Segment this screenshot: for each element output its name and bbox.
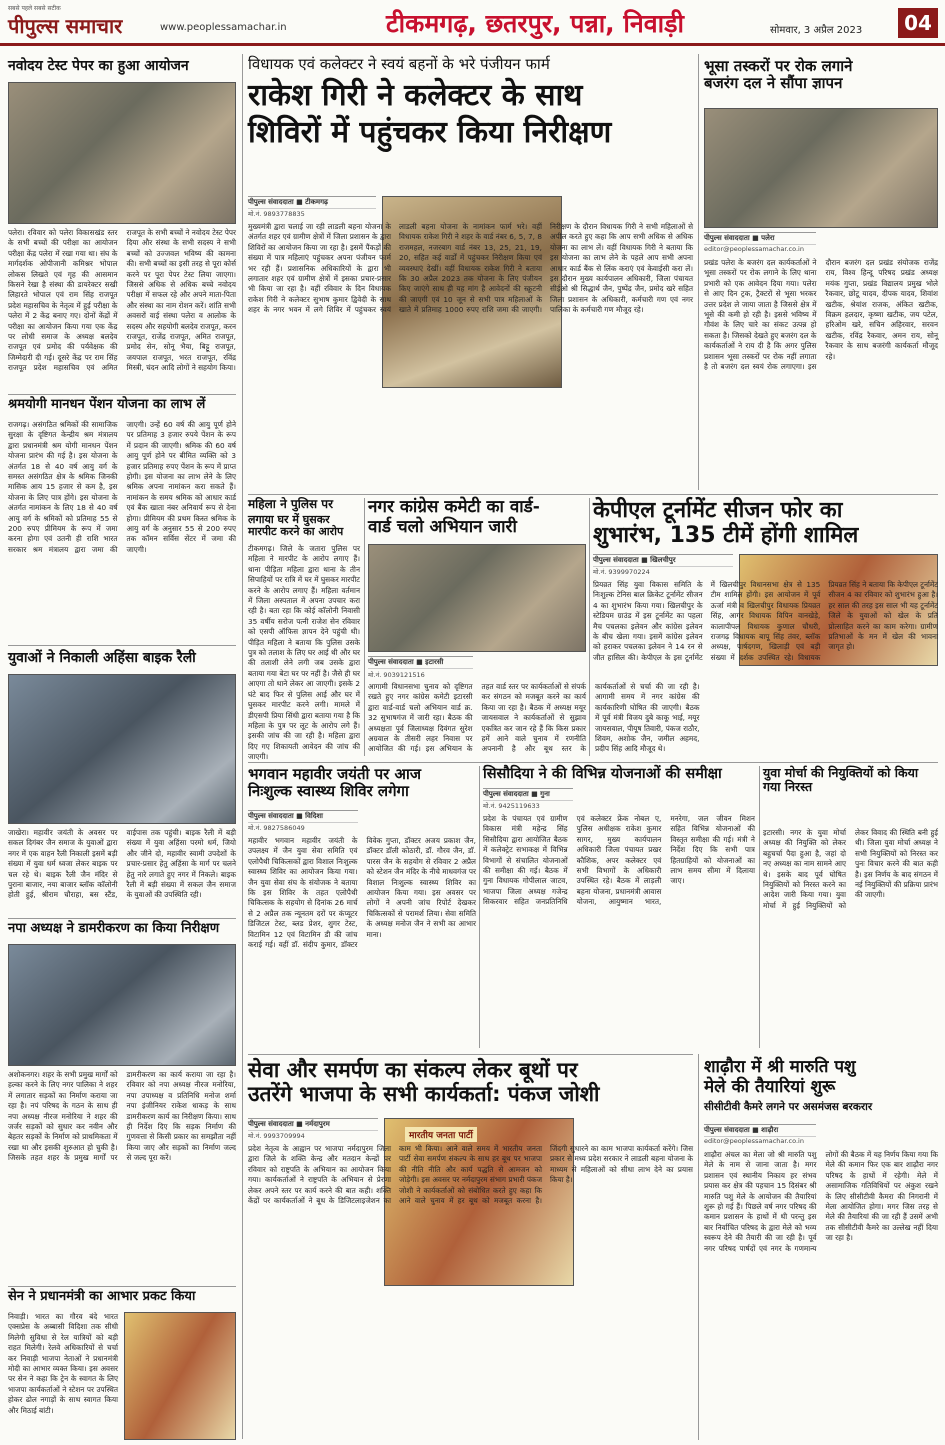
divider — [248, 494, 938, 495]
headline: श्रमयोगी मानधन पेंशन योजना का लाभ लें — [8, 397, 206, 412]
website-url[interactable]: www.peoplessamachar.in — [160, 22, 287, 33]
byline-mobile: मो.नं. 9893778835 — [248, 210, 305, 218]
lead-headline-2: शिविरों में पहुंचकर किया निरीक्षण — [248, 114, 612, 150]
lead-kicker: विधायक एवं कलेक्टर ने स्वयं बहनों के भरे पंजीयन फार्म — [248, 55, 550, 73]
article-road-inspection — [8, 922, 236, 1182]
headline-2: शुभारंभ, 135 टीमें होंगी शामिल — [593, 523, 859, 549]
headline: नवोदय टेस्ट पेपर का हुआ आयोजन — [8, 58, 189, 74]
byline-place: गुना — [540, 790, 550, 798]
photo-felicitation — [124, 1312, 236, 1440]
headline: सेन ने प्रधानमंत्री का आभार प्रकट किया — [8, 1289, 196, 1304]
headline-1: केपीएल टूर्नामेंट सीजन फोर का — [593, 498, 843, 523]
article-body: अशोकनगर। शहर के सभी प्रमुख मार्गों को हल्का करने के लिए नगर पालिका ने शहर में लगातार सड़कों का निर्माण कराया जा रहा है। नपं परिषद के गठन के साथ ही नपा अध्यक्ष नीरज मनोरिया ने शहर की जर्जर सड़कों को सुधार कर नवीन और बेहतर सड़कों के निर्माण को प्राथमिकता में रखा था और इसकी शुरुआत हो चुकी है। जिसके तहत शहर के प्रमुख मार्गों पर डामरीकरण का कार्य कराया जा रहा है। रविवार को नपा अध्यक्ष नीरज मनोरिया, नपा उपाध्यक्ष व प्रतिनिधि मनोज शर्मा नपा इंजीनियर राकेश धाकड़ के साथ डामरीकरण कार्य का निरीक्षण किया। साथ ही निर्देश दिए कि सड़क निर्माण की गुणवत्ता से किसी प्रकार का समझौता नहीं किया जाए और सड़कों का निर्माण जल्द से जल्द पूरा करें। — [8, 1070, 236, 1163]
photo-memorandum — [704, 108, 938, 228]
divider — [248, 1054, 693, 1055]
divider — [8, 394, 236, 395]
headline: युवाओं ने निकाली अहिंसा बाइक रैली — [8, 650, 196, 666]
headline-1: शाढ़ौरा में श्री मारुति पशु — [704, 1057, 856, 1077]
article-bike-rally — [8, 650, 236, 912]
headline: सिसौदिया ने की विभिन्न योजनाओं की समीक्षा — [483, 766, 722, 782]
photo-bike-rally — [8, 674, 236, 824]
divider — [248, 762, 938, 763]
photo-road-work — [8, 944, 236, 1066]
article-body: आगामी विधानसभा चुनाव को दृष्टिगत रखते हुए नगर कांग्रेस कमेटी इटारसी द्वारा वार्ड-वार्ड चलो अभियान वार्ड क्र. 32 सुभाषगंज में जारी रहा। बैठक की अध्यक्षता पूर्व जिलाध्यक्ष दिवंगत सुरेश अग्रवाल के तीसरी लहर निवास पर आयोजित की गई। इस अभियान के तहत वार्ड स्तर पर कार्यकर्ताओं से संपर्क कर संगठन को मजबूत करने का कार्य किया जा रहा है। बैठक में अध्यक्ष मयूर जायसवाल ने कार्यकर्ताओं से सुझाव एकत्रित कर जान रहे हैं कि किस प्रकार हमें आने वाले चुनाव में रणनीति अपनानी है और बूथ स्तर के कार्यकर्ताओं से चर्चा की जा रही है। आगामी समय में नगर कांग्रेस की कार्यकारिणी घोषित की जाएगी। बैठक में पूर्व मंत्री विजय दुबे काकू भाई, मयूर जायसवाल, पीयूष तिवारी, पंकज राठौर, शिवम, अशोक जैन, जमील अहमद, प्रदीप सिंह आदि मौजूद थे। — [368, 682, 700, 754]
article-body: जाखेरा। महावीर जयंती के अवसर पर सकल दिगंबर जैन समाज के युवाओं द्वारा नगर में एक वाहन रैली निकाली इसमें बड़ी संख्या में युवा धर्म ध्वजा लेकर बाइक पर चल रहे थे। बाइक रैली जैन मंदिर से पुराना बाजार, नया बाजार ब्लॉक कॉलोनी होती हुई, श्रीराम चौराहा, बस स्टैंड, वाईपास तक पहुंची। बाइक रैली में बड़ी संख्या में युवा अहिंसा परमो धर्म, जियो और जीने दो, महावीर स्वामी उपदेशों के प्रचार-प्रसार हेतु अहिंसा के मार्ग पर चलने हेतु नारे लगाते हुए नगर में निकले। बाइक रैली में बड़ी संख्या में सकल जैन समाज के युवाओं की उपस्थिति रही। — [8, 828, 236, 900]
article-body: प्रदेश के पंचायत एवं ग्रामीण विकास मंत्री महेन्द्र सिंह सिसौदिया द्वारा आयोजित बैठक में कलेक्ट्रेट सभाकक्ष में विभिन्न विभागों से संचालित योजनाओं की समीक्षा की गई। बैठक में गुना विधायक गोपीलाल जाटव, भाजपा जिला अध्यक्ष गजेन्द्र सिकरवार सहित जनप्रतिनिधि एवं कलेक्टर फ्रेंक नोबल ए, पुलिस अधीक्षक राकेश कुमार सागर, मुख्य कार्यपालन अधिकारी जिला पंचायत प्रखर कौशिक, अपर कलेक्टर एवं सभी विभागों के अधिकारी उपस्थित रहे। बैठक में लाड़ली बहना योजना, प्रधानमंत्री आवास योजना, आयुष्मान भारत, मनरेगा, जल जीवन मिशन सहित विभिन्न योजनाओं की विस्तृत समीक्षा की गई। मंत्री ने निर्देश दिए कि सभी पात्र हितग्राहियों को योजनाओं का लाभ समय सीमा में दिलाया जाए। — [483, 814, 755, 907]
byline-mobile: मो.नं. 9425119633 — [483, 802, 540, 810]
byline-name: पीपुल्स संवाददाता — [248, 198, 294, 206]
byline-place: शाढ़ौरा — [761, 1126, 779, 1134]
byline-name: पीपुल्स संवाददाता — [593, 556, 639, 564]
headline-2: बजरंग दल ने सौंपा ज्ञापन — [704, 74, 843, 93]
byline-name: पीपुल्स संवाददाता — [704, 1126, 750, 1134]
byline: पीपुल्स संवाददाता ■ शाढ़ौरा — [704, 1124, 816, 1137]
article-health-camp — [248, 766, 476, 1048]
article-body: शाढ़ौरा अंचल का मेला जो श्री मारुति पशु मेले के नाम से जाना जाता है। मगर प्रशासन एवं स्थानीय निकाय हर संभव प्रयास कर क्षेत्र की पहचान 15 दिसंबर श्री मारुति पशु मेले के आयोजन की तैयारियां शुरू हो गई हैं। पिछले वर्ष नगर परिषद की कमान प्रशासन के हाथों में थी परन्तु इस बार निर्वाचित परिषद के द्वारा मेले को भव्य स्वरूप देने की तैयारी की जा रही है। पूर्व नगर परिषद पार्षदों एवं नगर के गणमान्य लोगों की बैठक में यह निर्णय किया गया कि मेले की कमान फिर एक बार शाढ़ौरा नगर परिषद के हाथों में रहेगी। मेले में असामाजिक गतिविधियों पर अंकुश रखने के लिए सीसीटीवी कैमरा की निगरानी में मेला आयोजित होगा। मगर जिस तरह से मेले की तैयारियां की जा रही हैं उसमें अभी तक सीसीटीवी कैमरे का उल्लेख नहीं दिया जा रहा है। — [704, 1150, 938, 1253]
banner-text: मारतीय जनता पार्टी — [405, 1127, 477, 1142]
article-cattle-fair — [704, 1058, 938, 1440]
byline-name: पीपुल्स संवाददाता — [248, 1120, 294, 1128]
headline-1: भूसा तस्करों पर रोक लगाने — [704, 57, 853, 75]
byline-place: पलेरा — [761, 234, 775, 242]
column-rule — [698, 54, 699, 490]
article-bjp-booth — [248, 1058, 693, 1440]
article-body: प्रियव्रत सिंह युवा विकास समिति के निःशुल्क टेनिस बाल क्रिकेट टूर्नामेंट सीजन 4 का शुभारंभ किया गया। खिलचीपुर के स्टेडियम ग्राउंड में इस टूर्नामेंट का पहला मैच पचलका इलेवन और कांग्रेस इलेवन के बीच खेला गया। इसमें कांग्रेस इलेवन को हराकर पचलका इलेवन ने 14 रन से जीत हासिल की। केपीएल के इस टूर्नामेंट में खिलचीपुर विधानसभा क्षेत्र से 135 टीम शामिल होंगी। इस आयोजन में पूर्व ऊर्जा मंत्री व खिलचीपुर विधायक प्रियव्रत सिंह, आगर विधायक विपिन वानखेड़े, कालापीपल विधायक कुणाल चौधरी, राजगढ़ विधायक बापू सिंह तंवर, ब्लॉक अध्यक्ष, पार्षदगण, खिलाड़ी एवं बड़ी संख्या में दर्शक उपस्थित रहे। विधायक प्रियव्रत सिंह ने बताया कि केपीएल टूर्नामेंट सीजन 4 का रविवार को शुभारंभ हुआ है। हर साल की तरह इस साल भी यह टूर्नामेंट जिले के युवाओं को खेल के प्रति प्रोत्साहित करने का काम करेगा। ग्रामीण प्रतिभाओं के मन में खेल की भावना जागृत हो। — [593, 580, 938, 662]
byline-name: पीपुल्स संवाददाता — [368, 658, 414, 666]
byline-mobile: मो.नं. 9039121516 — [368, 671, 425, 679]
byline-place: टीकमगढ़ — [305, 198, 328, 206]
article-scheme-review — [483, 766, 755, 1048]
headline-2: उतरेंगे भाजपा के सभी कार्यकर्ता: पंकज जोशी — [248, 1082, 600, 1107]
lead-headline-1: राकेश गिरी ने कलेक्टर के साथ — [248, 78, 583, 114]
byline-name: पीपुल्स संवाददाता — [248, 812, 294, 820]
masthead — [0, 0, 945, 46]
byline: पीपुल्स संवाददाता ■ पलेरा — [704, 232, 816, 245]
article-body: प्रखंड पलेरा के बजरंग दल कार्यकर्ताओं ने भूसा तस्करों पर रोक लगाने के लिए थाना प्रभारी को एक आवेदन दिया गया। पलेरा से आए दिन ट्रक, ट्रैक्टरों से भूसा भरकर उत्तर प्रदेश ले जाया जाता है जिससे क्षेत्र में भूसे की कमी हो रही है। इससे भविष्य में गौवंश के लिए चारे का संकट उत्पन्न हो सकता है। जिसको देखते हुए बजरंग दल के कार्यकर्ताओं ने राय दी है कि अगर पुलिस प्रशासन भूसा तस्करों पर रोक नहीं लगाता है तो बजरंग दल स्वयं रोक लगाएगा। इस दौरान बजरंग दल प्रखंड संयोजक राजेंद्र राय, विश्व हिन्दू परिषद प्रखंड अध्यक्ष मयंक गुप्ता, प्रखंड विद्यालय प्रमुख भोले रैकवार, छोटू यादव, दीपक यादव, शिवांश खटीक, श्रेयांश राजक, अंकित खटीक, विक्रम हलदार, कृष्णा खटीक, जय पटेल, हरिओम खरे, सचिन अहिरवार, सरवन खटीक, रविंद्र रैकवार, अमन राय, सोनू रैकवार के साथ बजरंगी कार्यकर्ता मौजूद रहे। — [704, 258, 938, 372]
column-rule — [589, 498, 590, 756]
byline-mobile: मो.नं. 9399970224 — [593, 568, 650, 576]
article-body: मुख्यमंत्री द्वारा चलाई जा रही लाडली बहना योजना के अंतर्गत शहर एवं ग्रामीण क्षेत्रों में जिला प्रशासन के द्वारा शिविरों का आयोजन किया जा रहा है। इसमें पैंकड़ों की संख्या में पात्र महिलाएं पहुंचकर अपना पंजीयन फार्म भर रही हैं। प्रशासनिक अधिकारियों के द्वारा भी लगातार शहर एवं ग्रामीण क्षेत्रों में इसका प्रचार-प्रसार भी किया जा रहा है। वहीं रविवार के दिन विधायक राकेश गिरी ने कलेक्टर सुभाष कुमार द्विवेदी के साथ शहर के नगर भवन में लगे शिविर में पहुंचकर स्वयं लाडली बहना योजना के नामांकन फार्म भरे। वहीं विधायक राकेश गिरी ने शहर के वार्ड नंबर 6, 5, 7, 8 राजमहल, नजरबाग वार्ड नंबर 13, 25, 21, 19, 20, सहित कई वार्डों में पहुंचकर निरीक्षण किया एवं व्यवस्थाएं देखीं। वहीं विधायक राकेश गिरी ने बताया कि 30 अप्रैल 2023 तक योजना के लिए पंजीयन किए जाएंगे साथ ही यह मांग है आवेदनों की स्क्रूटनी की जाएगी एवं 10 जून से सभी पात्र महिलाओं के खाते में प्रतिमाह 1000 रुपए राशि जमा की जाएगी। निरीक्षण के दौरान विधायक गिरी ने सभी महिलाओं से अपील करते हुए कहा कि आप सभी अधिक से अधिक योजना का लाभ लें। वहीं विधायक गिरी ने बताया कि इस योजना का लाभ लेने के पहले आप सभी अपना आधार कार्ड बैंक से लिंक कराएं एवं केवाईसी करा लें। इस दौरान मुख्य कार्यपालन अधिकारी, जिला पंचायत सीईओ श्री सिद्धार्थ जैन, पुष्पेंद्र जैन, प्रमोद खरे सहित जिला प्रशासन के अधिकारी, कर्मचारी गण एवं नगर पालिका के कर्मचारी गण मौजूद रहे। — [248, 222, 693, 315]
article-body: राजगढ़। असंगठित श्रमिकों की सामाजिक सुरक्षा के दृष्टिगत केन्द्रीय श्रम मंत्रालय द्वारा प्रधानमंत्री श्रम योगी मानधन पेंशन योजना प्रारंभ की गई है। इस योजना के अंतर्गत 18 से 40 वर्ष आयु वर्ग के समस्त असंगठित क्षेत्र के श्रमिक जिनकी मासिक आय 15 हजार से कम है, इस योजना के लिए पात्र होंगे। इस योजना के अंतर्गत नामांकन के लिए 18 से 40 वर्ष आयु वर्ग के श्रमिकों को प्रतिमाह 55 से 200 रुपए प्रीमियम के रूप में जमा करना होगा एवं उतनी ही राशि भारत सरकार श्रम मंत्रालय द्वारा जमा की जाएगी। उन्हें 60 वर्ष की आयु पूर्ण होने पर प्रतिमाह 3 हजार रुपये पेंशन के रूप में प्रदान की जाएगी। श्रमिक की 60 वर्ष आयु पूर्ण होने पर बीमित व्यक्ति को 3 हजार प्रतिमाह रुपए पेंशन के रूप में प्राप्त होगी। इस योजना का लाभ लेने के लिए श्रमिक अपना नामांकन करा सकते हैं। नामांकन के समय श्रमिक को आधार कार्ड एवं बैंक खाता नंबर अनिवार्य रूप से देना होगा। प्रीमियम की प्रथम किस्त श्रमिक के आयु वर्ग के अनुसार 55 से 200 रुपए तक कॉमन सर्विस सेंटर में जमा की जाएगी। — [8, 420, 236, 554]
brand-tagline: सबसे पहले सबसे सटीक — [8, 5, 61, 12]
headline: नपा अध्यक्ष ने डामरीकरण का किया निरीक्षण — [8, 921, 220, 936]
byline: पीपुल्स संवाददाता ■ नर्मदापुरम — [248, 1118, 378, 1131]
headline-kicker: महिला ने पुलिस पर — [248, 497, 333, 511]
byline-name: पीपुल्स संवाददाता — [483, 790, 529, 798]
headline-kicker: सीसीटीवी कैमरे लगने पर असमंजस बरकरार — [704, 1101, 873, 1114]
brand-logo[interactable]: पीपुल्स समाचार — [8, 14, 123, 38]
byline-email[interactable]: editor@peoplessamachar.co.in — [704, 1137, 804, 1145]
article-kpl-tournament — [593, 498, 938, 756]
divider — [8, 918, 236, 919]
byline-name: पीपुल्स संवाददाता — [704, 234, 750, 242]
divider — [8, 1286, 236, 1287]
headline-1: नगर कांग्रेस कमेटी का वार्ड- — [368, 497, 540, 517]
headline-2: मेले की तैयारियां शुरू — [704, 1076, 836, 1097]
page-number: 04 — [898, 8, 938, 38]
photo-exam-hall — [8, 82, 236, 224]
byline-place: नर्मदापुरम — [305, 1120, 330, 1128]
byline: पीपुल्स संवाददाता ■ गुना — [483, 788, 573, 801]
byline: पीपुल्स संवाददाता ■ विदिशा — [248, 810, 358, 823]
byline-mobile: मो.नं. 9827586049 — [248, 824, 305, 832]
article-body: निवाड़ी। भारत का गौरव बंदे भारत एक्सप्रेस के अब्बासी विदिशा तक सीधी मिलेगी सुविधा से रेल यात्रियों को बड़ी राहत मिलेगी। रेलवे अधिकारियों से चर्चा कर निवाड़ी भाजपा नेताओं ने प्रधानमंत्री मोदी का आभार व्यक्त किया। इस अवसर पर सेन ने कहा कि ट्रेन के स्वागत के लिए भाजपा कार्यकर्ताओं ने स्टेशन पर उपस्थित होकर ढोल नगाड़ों के साथ स्वागत किया और मिठाई बांटी। — [8, 1312, 118, 1415]
byline-place: विदिशा — [305, 812, 323, 820]
lead-story — [248, 56, 693, 488]
column-rule — [479, 766, 480, 1048]
headline-1: सेवा और समर्पण का संकल्प लेकर बूथों पर — [248, 1058, 578, 1082]
byline-place: खिलचीपुर — [650, 556, 676, 564]
article-police-assault — [248, 497, 360, 762]
article-youth-wing — [763, 766, 938, 1048]
article-body: महावीर भगवान महावीर जयंती के उपलक्ष्य में जैन युवा सेवा समिति एवं एलोपैथी चिकित्सकों द्वारा विशाल निःशुल्क स्वास्थ्य शिविर का आयोजन किया गया। जैन युवा सेवा संघ के संयोजक ने बताया कि इस शिविर के तहत एलोपैथी चिकित्सक के सहयोग से दिनांक 26 मार्च से 2 अप्रैल तक न्यूनतम दरों पर कंप्यूटर डिजिटल टेस्ट, ब्लड प्रेशर, शुगर टेस्ट, विटामिन 12 एवं विटामिन डी की जांच कराई गई। वहीं डॉ. संदीप कुमार, डॉक्टर विवेक गुप्ता, डॉक्टर अजय प्रकाश जैन, डॉक्टर डॉली कोठारी, डॉ. गौरव जैन, डॉ. पारस जैन के सहयोग से रविवार 2 अप्रैल को स्टेशन जैन मंदिर के नीचे माधवगंज पर विशाल निःशुल्क स्वास्थ्य शिविर का आयोजन किया गया। इस अवसर पर लोगों ने अपनी जांच रिपोर्ट देखकर चिकित्सकों से परामर्श लिया। सेवा समिति के अध्यक्ष मनोज जैन ने सभी का आभार माना। — [248, 836, 476, 950]
issue-date: सोमवार, 3 अप्रैल 2023 — [770, 25, 863, 36]
article-sen-thanks — [8, 1290, 236, 1440]
byline-mobile: मो.नं. 9993709994 — [248, 1132, 305, 1140]
headline-1: भगवान महावीर जयंती पर आज — [248, 765, 421, 783]
divider — [8, 645, 236, 646]
byline: पीपुल्स संवाददाता ■ इटारसी — [368, 656, 473, 669]
article-body: प्रदेश नेतृत्व के आह्वान पर भाजपा नर्मदापुरम जिला द्वारा जिले के शक्ति केन्द्र और मतदान केन्द्रों पर रविवार को राष्ट्रपति के अभियान का आयोजन किया गया। कार्यकर्ताओं ने राष्ट्रपति के अभियान से प्रेरणा लेकर अपने स्तर पर कार्य करने की बात कही। शक्ति केंद्रों पर कार्यकर्ताओं ने बूथ के डिजिटलाइजेशन का काम भी किया। आने वाले समय में भारतीय जनता पार्टी सेवा समर्पण संकल्प के साथ हर बूथ पर भाजपा की नीति नीति और कार्य पद्धति से आमजन को जोड़ेगी। इस अवसर पर नर्मदापुरम संभाग प्रभारी पंकज जोशी ने कार्यकर्ताओं को संबोधित करते हुए कहा कि आने वाले चुनाव में हर बूथ को मजबूत करना है। जिंदगी सुधारने का काम भाजपा कार्यकर्ता करेंगे। जिस प्रकार से मध्य प्रदेश सरकार ने लाडली बहना योजना के माध्यम से महिलाओं को सीधा लाभ देने का प्रयास किया है। — [248, 1144, 693, 1206]
region-title: टीकमगढ़, छतरपुर, पन्ना, निवाड़ी — [386, 9, 684, 38]
byline-place: इटारसी — [425, 658, 444, 666]
column-rule — [698, 1054, 699, 1440]
article-navodaya — [8, 58, 236, 388]
headline-2: वार्ड चलो अभियान जारी — [368, 516, 517, 537]
headline-2: निःशुल्क स्वास्थ्य शिविर लगेगा — [248, 782, 409, 801]
column-rule — [242, 54, 243, 1439]
byline: पीपुल्स संवाददाता ■ टीकमगढ़ — [248, 196, 376, 209]
article-body: टीकमगढ़। जिले के जतारा पुलिस पर महिला ने मारपीट के आरोप लगाए हैं। थाना पीड़िता महिला द्वारा थाना के तीन सिपाहियों पर रात्रि में घर में घुसकर मारपीट करने के आरोप लगाए हैं। महिला वर्तमान में जिला अस्पताल में अपना उपचार करा रही है। बता रहा कि कोई कॉलोनी निवासी 35 वर्षीय सरोज पत्नी राजेश सेन रविवार को एसपी ऑफिस ज्ञापन देने पहुंची थी। पीड़ित महिला ने बताया कि पुलिस उसके पुत्र को तलाश के लिए घर आई थी और घर की तलाशी लेने लगी जब उसके द्वारा बताया गया बेटा घर पर नहीं है। जैसे ही घर आएगा तो थाने लेकर आ जाएगी। इसके 2 घंटे बाद फिर से पुलिस आई और घर में घुसकर मारपीट करने लगी। मामले में डीएसपी प्रिया सिंधी द्वारा बताया गया है कि महिला के पुत्र पर लूट के आरोप लगे हैं। इसकी जांच की जा रही है। महिला द्वारा दिए गए शिकायती आवेदन की जांच की जाएगी। — [248, 544, 360, 762]
byline-email[interactable]: editor@peoplessamachar.co.in — [704, 245, 804, 253]
byline: पीपुल्स संवाददाता ■ खिलचीपुर — [593, 554, 733, 567]
headline: लगाया घर में घुसकर मारपीट करने का आरोप — [248, 512, 344, 539]
column-rule — [759, 766, 760, 1048]
article-body: पलेरा। रविवार को पलेरा विकासखंड स्तर के सभी बच्चों की परीक्षा का आयोजन परीक्षा केंद्र पलेरा में रखा गया था। संघ के मार्गदर्शक ओपीजानी कमिश्नर भोपाल लोकस लिखते एवं गृह की आसमान किसने रेखा है संस्था की डायरेक्टर सखी लिहारते भोपाल एवं राम सिंह राजपूत प्रदेश महासचिव के नेतृत्व में हुई परीक्षा के पलेरा में 2 केंद्र बनाए गए। दोनों केंद्रों में परीक्षा का आयोजन किया गया एक केंद्र पर लोधी समाज के अध्यक्ष बलदेव राजपूत एवं प्रमोद की पर्यवेक्षक की जिम्मेदारी दी गई। दूसरे केंद्र पर राम सिंह राजपूत प्रदेश महासचिव एवं अमित राजपूत के सभी बच्चों ने नवोदय टेस्ट पेपर दिया और संस्था के सभी सदस्य ने सभी बच्चों को उज्जवल भविष्य की कामना की। सभी बच्चों का इसी तरह से पूरा कोर्स करने पर पूरा पेपर टेस्ट लिया जाएगा। जिससे अधिक से अधिक बच्चे नवोदय परीक्षा में सफल रहे और अपने माता-पिता और संस्था का नाम रोशन करें। शांति सभी अवसरों वाई संस्था पलेरा व आलोक के सदस्य और सहयोगी बलदेव राजपूत, करन राजपूत, राजेंद्र राजपूत, अमित राजपूत, प्रमोद सेन, सोनू भैया, बिट्टू राजपूत, जयपाल राजपूत, भरत राजपूत, रविंद्र मिस्त्री, चंदन आदि लोगों ने सहयोग किया। — [8, 228, 237, 373]
column-rule — [364, 498, 365, 756]
article-fodder-smuggling — [704, 58, 938, 488]
photo-congress-meeting — [368, 544, 586, 652]
headline: युवा मोर्चा की नियुक्तियों को किया गया निरस्त — [763, 765, 919, 795]
article-body: इटारसी। नगर के युवा मोर्चा अध्यक्ष की नियुक्ति को लेकर बहुचर्चा पैदा हुआ है, जहां दो नए अध्यक्ष का नाम सामने आए थे। इसके बाद पूर्व घोषित नियुक्तियों को निरस्त करने का आदेश जारी किया गया। युवा मोर्चा में हुई नियुक्तियों को लेकर विवाद की स्थिति बनी हुई थी। जिला युवा मोर्चा अध्यक्ष ने सभी नियुक्तियों को निरस्त कर पुनः विचार करने की बात कही है। इस निर्णय के बाद संगठन में नई नियुक्तियों की प्रक्रिया प्रारंभ की जाएगी। — [763, 828, 938, 910]
article-pension — [8, 398, 236, 638]
